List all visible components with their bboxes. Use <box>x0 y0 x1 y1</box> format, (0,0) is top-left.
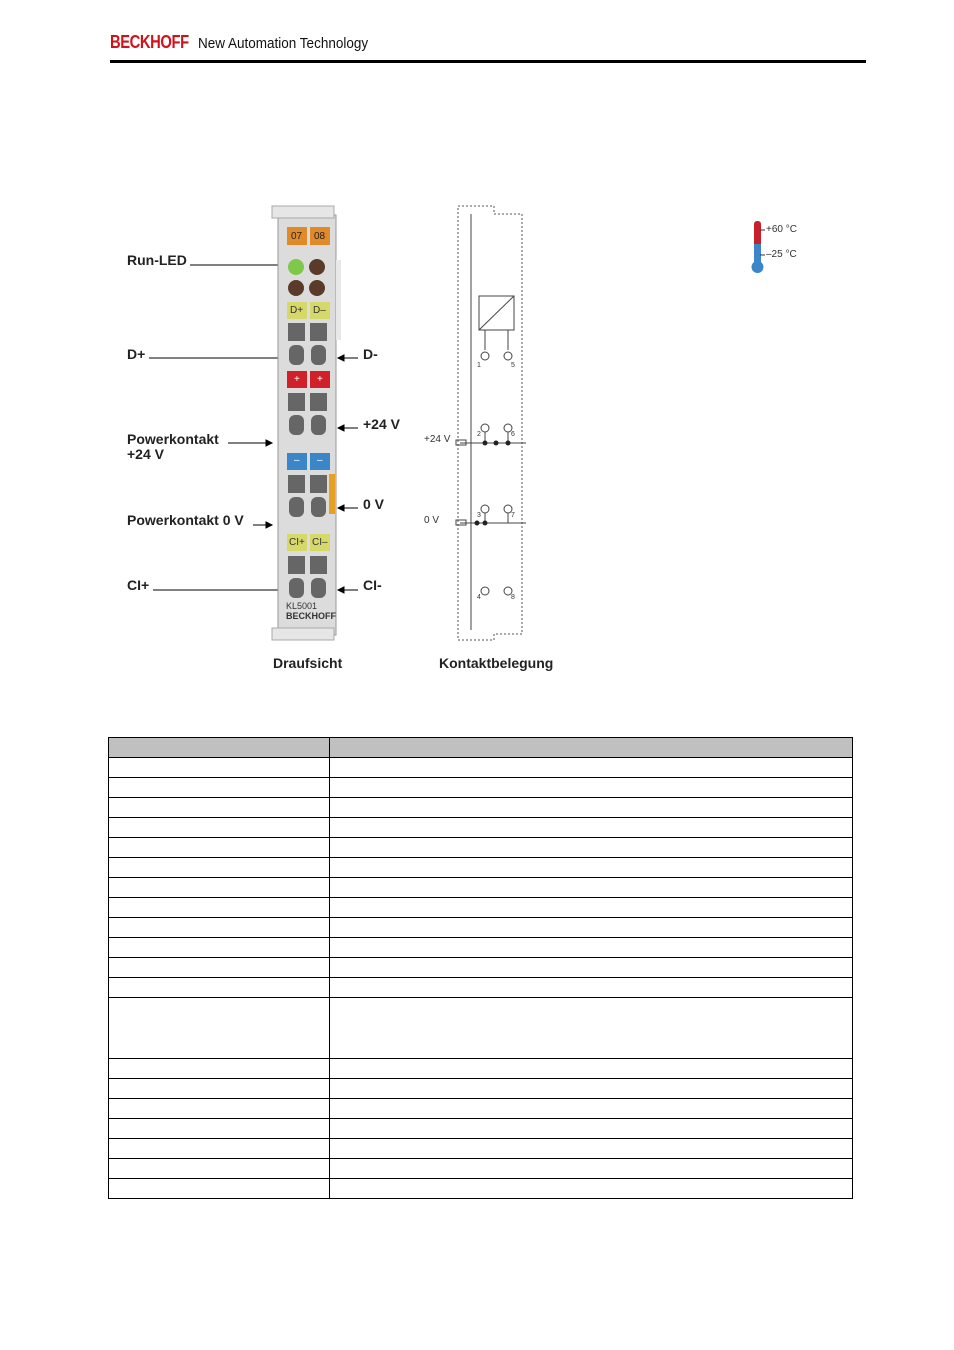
table-row <box>109 1159 853 1179</box>
callout-zero-v: 0 V <box>363 496 385 512</box>
ci-label-minus: CI– <box>312 537 328 548</box>
table-row <box>109 1079 853 1099</box>
table-row <box>109 878 853 898</box>
table-row <box>109 938 853 958</box>
power-minus-label: – <box>317 455 323 466</box>
table-row <box>109 978 853 998</box>
callout-run-led: Run-LED <box>127 252 187 268</box>
callout-powerkontakt-24: Powerkontakt <box>127 431 219 447</box>
table-row <box>109 838 853 858</box>
table-row <box>109 858 853 878</box>
table-row <box>109 1099 853 1119</box>
schematic-circuit <box>456 214 526 630</box>
temp-low-label: –25 °C <box>766 249 797 260</box>
data-label-d-plus: D+ <box>290 305 304 316</box>
schematic-0v-label: 0 V <box>424 515 440 526</box>
table-row <box>109 758 853 778</box>
callout-ci-minus: CI- <box>363 577 382 593</box>
table-row <box>109 818 853 838</box>
brand-logo: BECKHOFF <box>110 32 189 52</box>
pin-label: 7 <box>511 512 515 519</box>
table-row <box>109 1139 853 1159</box>
callout-powerkontakt-0: Powerkontakt 0 V <box>127 512 244 528</box>
pin-label: 1 <box>477 362 481 369</box>
pin-label: 3 <box>477 512 481 519</box>
table-header-row <box>109 738 853 758</box>
pin-label: 8 <box>511 594 515 601</box>
run-led <box>288 259 304 275</box>
power-plus-label: + <box>294 374 300 385</box>
temp-high-label: +60 °C <box>766 224 797 235</box>
callout-d-minus: D- <box>363 346 378 362</box>
table-row <box>109 778 853 798</box>
thermometer-icon <box>752 221 766 273</box>
caption-kontaktbelegung: Kontaktbelegung <box>439 655 554 671</box>
table-row <box>109 958 853 978</box>
power-plus-label: + <box>317 374 323 385</box>
pin-label: 5 <box>511 362 515 369</box>
table-row <box>109 998 853 1059</box>
caption-draufsicht: Draufsicht <box>273 655 343 671</box>
led-label-07: 07 <box>291 231 303 242</box>
specification-table <box>108 737 853 1199</box>
table-row <box>109 898 853 918</box>
callout-d-plus: D+ <box>127 346 146 362</box>
table-row <box>109 1119 853 1139</box>
brand-tagline: New Automation Technology <box>198 35 369 52</box>
table-row <box>109 798 853 818</box>
ci-label-plus: CI+ <box>289 537 305 548</box>
pin-label: 2 <box>477 431 481 438</box>
callout-ci-plus: CI+ <box>127 577 150 593</box>
schematic-24v-label: +24 V <box>424 434 451 445</box>
schematic-outline <box>458 206 522 640</box>
callout-powerkontakt-24-sub: +24 V <box>127 446 164 462</box>
terminal-housing <box>278 215 336 635</box>
pin-label: 6 <box>511 431 515 438</box>
callout-plus-24: +24 V <box>363 416 400 432</box>
pin-label: 4 <box>477 594 481 601</box>
power-minus-label: – <box>294 455 300 466</box>
terminal-maker: BECKHOFF <box>286 611 336 621</box>
terminal-model: KL5001 <box>286 601 318 611</box>
data-label-d-minus: D– <box>313 305 326 316</box>
table-row <box>109 918 853 938</box>
led-label-08: 08 <box>314 231 326 242</box>
table-row <box>109 1059 853 1079</box>
table-row <box>109 1179 853 1199</box>
